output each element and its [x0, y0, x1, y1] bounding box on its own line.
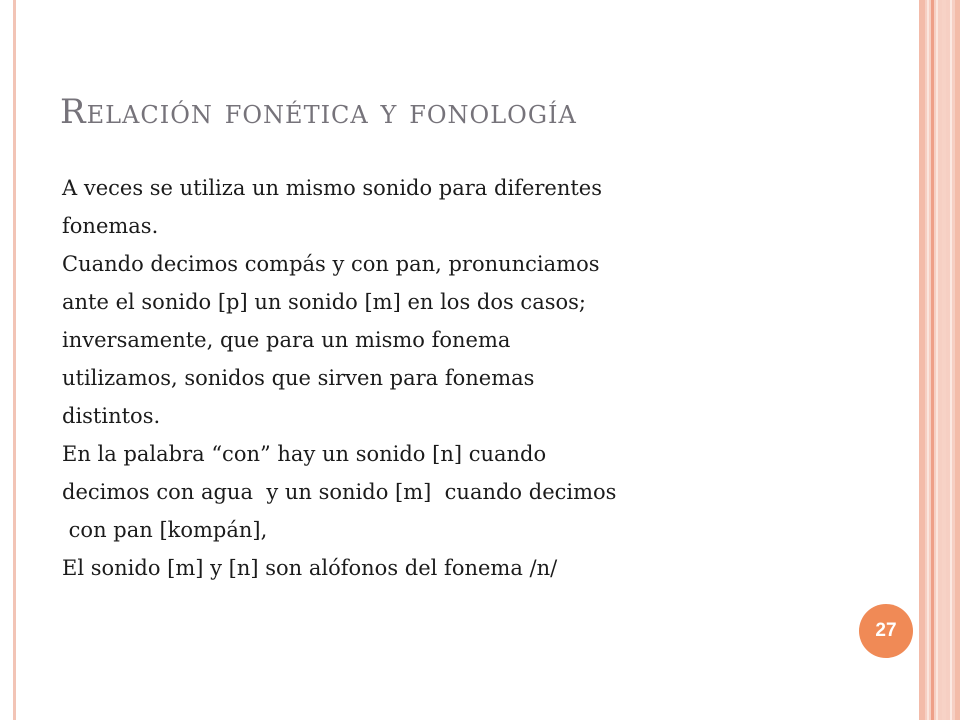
body-line: utilizamos, sonidos que sirven para fonemas	[62, 366, 535, 390]
body-line: En la palabra “con” hay un sonido [n] cuando	[62, 442, 547, 466]
right-decorative-panel	[919, 0, 960, 720]
decorative-stripe	[927, 0, 929, 720]
body-line: fonemas.	[62, 214, 159, 238]
body-line: distintos.	[62, 404, 161, 428]
decorative-stripe	[942, 0, 946, 720]
decorative-stripe	[955, 0, 960, 720]
body-line: A veces se utiliza un mismo sonido para diferentes	[62, 176, 603, 200]
body-line: inversamente, que para un mismo fonema	[62, 328, 511, 352]
decorative-stripe	[931, 0, 934, 720]
decorative-stripe	[950, 0, 952, 720]
body-line: Cuando decimos compás y con pan, pronunciamos	[62, 252, 600, 276]
body-line: ante el sonido [p] un sonido [m] en los dos casos;	[62, 290, 586, 314]
decorative-stripe	[919, 0, 925, 720]
page-number-badge: 27	[859, 604, 913, 658]
slide-title: Relación fonética y fonología	[60, 92, 577, 132]
body-line: decimos con agua y un sonido [m] cuando decimos	[62, 480, 617, 504]
body-line: El sonido [m] y [n] son alófonos del fonema /n/	[62, 556, 558, 580]
left-border-line	[13, 0, 16, 720]
body-line: con pan [kompán],	[62, 518, 268, 542]
slide-body	[62, 169, 762, 587]
decorative-stripe	[936, 0, 938, 720]
